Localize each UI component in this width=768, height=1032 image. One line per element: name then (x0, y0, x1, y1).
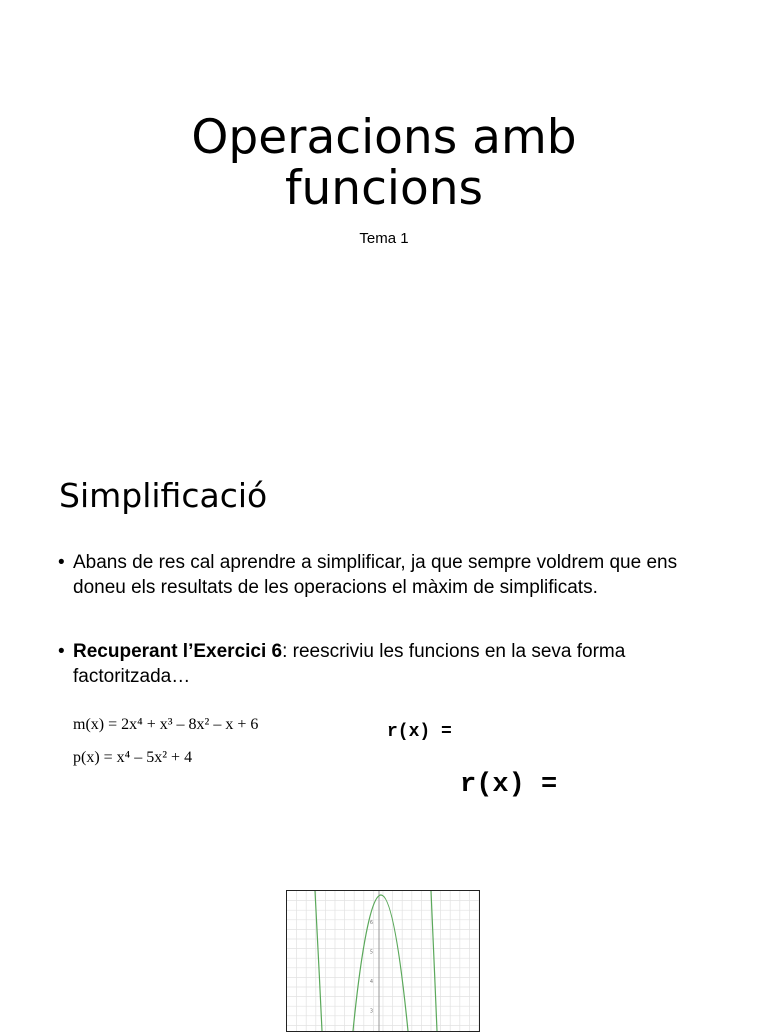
formula-m: m(x) = 2x⁴ + x³ – 8x² – x + 6 (73, 716, 259, 733)
graph-curve-center (353, 895, 408, 1031)
bullet-item-2 (58, 639, 718, 689)
graph-curve-right (431, 891, 437, 1031)
slide-title-line1: Operacions amb (191, 110, 577, 165)
slide-title-line2: funcions (284, 161, 484, 216)
r-formula-small: r(x) = (387, 722, 452, 742)
graph-tick-label: 4 (369, 979, 373, 985)
formula-p: p(x) = x⁴ – 5x² + 4 (73, 749, 193, 766)
bullet-dot: • (58, 641, 65, 662)
content-slide (0, 440, 768, 1024)
section-title: Simplificació (59, 476, 268, 515)
bullet-text (58, 639, 718, 689)
function-graph-svg (287, 891, 479, 1031)
slide-title (0, 112, 768, 214)
r-formula-large: r(x) = (460, 770, 558, 800)
bullet-item-1 (58, 550, 718, 600)
graph-tick-label: 6 (369, 920, 373, 926)
title-slide (0, 0, 768, 440)
graph-tick-label: 3 (369, 1008, 373, 1015)
bullet-rest-text: : reescriviu les funcions en la seva forma factoritzada… (73, 641, 626, 687)
slide-subtitle: Tema 1 (359, 230, 409, 247)
bullet-text: Abans de res cal aprendre a simplificar, ja que sempre voldrem que ens doneu els resultats de les operacions el màxim de simplificats. (73, 552, 678, 598)
graph-tick-label: 5 (369, 949, 373, 956)
bullet-bold-text: Recuperant l’Exercici 6 (73, 641, 283, 662)
function-graph (286, 890, 480, 1032)
bullet-dot: • (58, 552, 65, 573)
